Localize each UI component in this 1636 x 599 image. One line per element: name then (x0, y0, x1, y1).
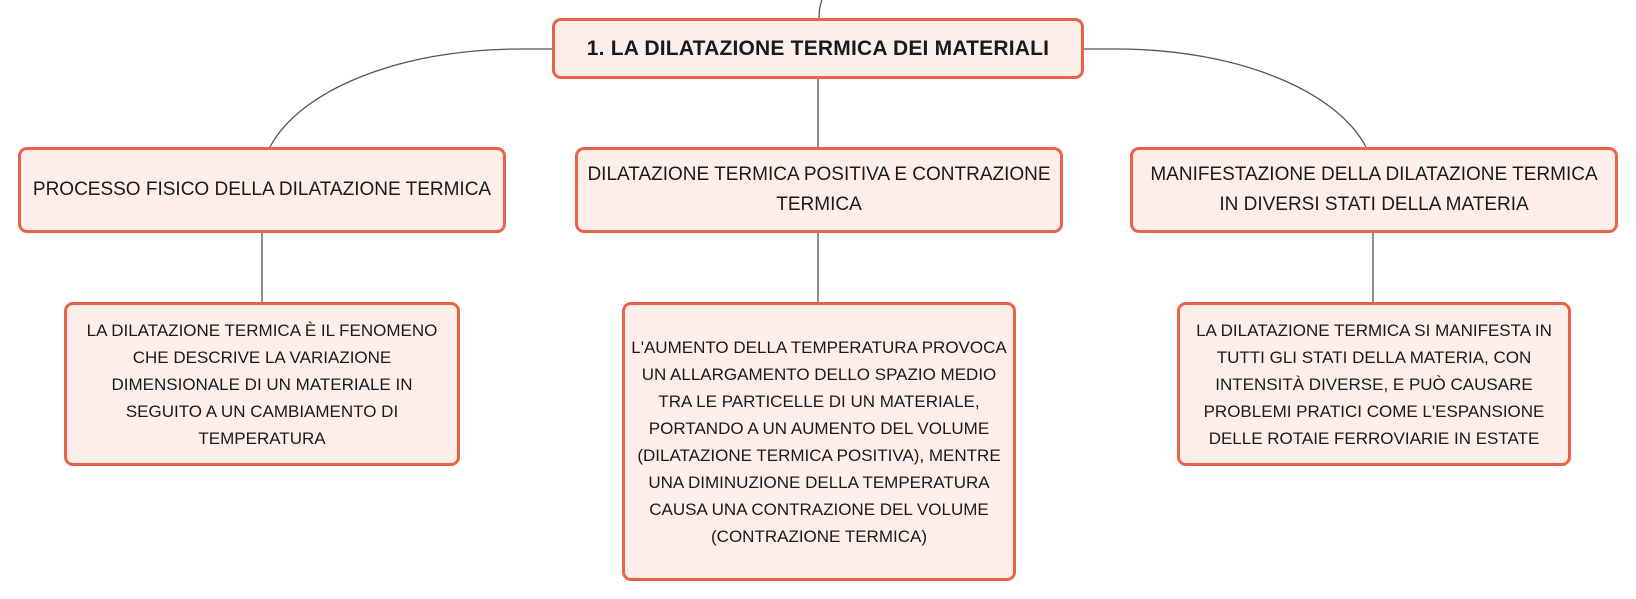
connector-root-to-branch-1 (270, 49, 552, 147)
detail-node-processo-fisico[interactable] (64, 302, 460, 466)
root-topic-title: 1. LA DILATAZIONE TERMICA DEI MATERIALI (586, 36, 1050, 60)
branch-node-processo-fisico[interactable] (18, 147, 506, 233)
connector-parent-to-root (819, 0, 822, 18)
connector-root-to-branch-3 (1084, 49, 1366, 147)
detail-text: LA DILATAZIONE TERMICA È IL FENOMENO CHE DESCRIVE LA VARIAZIONE DIMENSIONALE DI UN MATERIALE IN SEGUITO A UN CAMBIAMENTO DI TEMPERATURA (86, 320, 438, 448)
branch-label: MANIFESTAZIONE DELLA DILATAZIONE TERMICA IN DIVERSI STATI DELLA MATERIA (1150, 164, 1598, 215)
branch-node-manifestazione[interactable] (1130, 147, 1618, 233)
branch-node-dilatazione-positiva[interactable] (575, 147, 1063, 233)
branch-label: DILATAZIONE TERMICA POSITIVA E CONTRAZIONE TERMICA (587, 164, 1051, 215)
detail-node-dilatazione-positiva[interactable] (622, 302, 1016, 581)
detail-text: LA DILATAZIONE TERMICA SI MANIFESTA IN TUTTI GLI STATI DELLA MATERIA, CON INTENSITÀ DIVERSE, E PUÒ CAUSARE PROBLEMI PRATICI COME L'ESPANSIONE DELLE ROTAIE FERROVIARIE IN ESTATE (1196, 320, 1552, 448)
root-topic-node[interactable] (552, 18, 1084, 79)
detail-node-manifestazione[interactable] (1177, 302, 1571, 466)
detail-text: L'AUMENTO DELLA TEMPERATURA PROVOCA UN ALLARGAMENTO DELLO SPAZIO MEDIO TRA LE PARTICELLE DI UN MATERIALE, PORTANDO A UN AUMENTO DEL VOLUME (DILATAZIONE TERMICA POSITIVA), MENTRE UNA DIMINUZIONE DELLA TEMPERATURA CAUSA UNA CONTRAZIONE DEL VOLUME (CONTRAZIONE TERMICA) (631, 337, 1007, 546)
branch-label: PROCESSO FISICO DELLA DILATAZIONE TERMICA (32, 179, 492, 200)
